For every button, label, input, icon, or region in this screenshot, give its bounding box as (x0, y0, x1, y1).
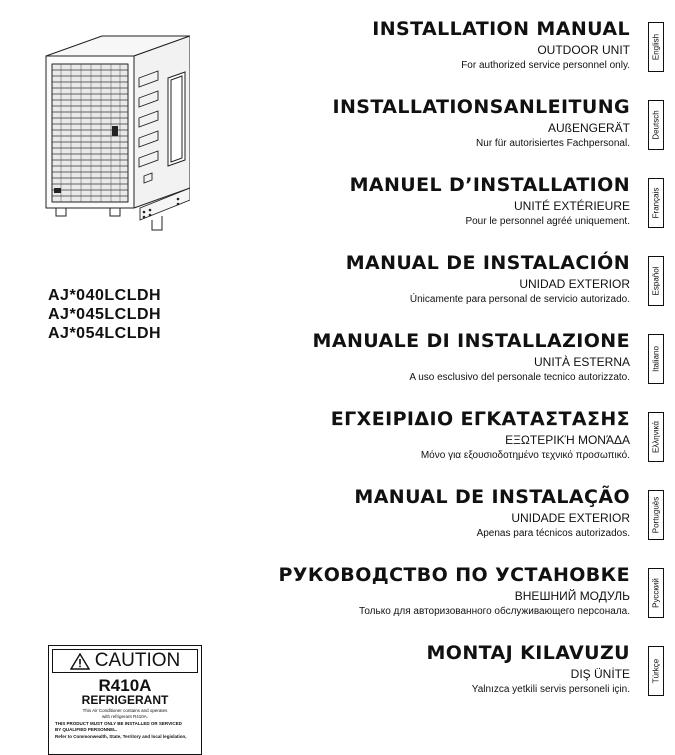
manual-subtitle: AUßENGERÄT (547, 121, 630, 135)
language-tab-russian[interactable] (648, 568, 664, 618)
language-tab-espanol[interactable] (648, 256, 664, 306)
caution-text: with refrigerant R410A. (101, 713, 149, 719)
manual-note: Nur für autorisiertes Fachpersonal. (476, 138, 630, 149)
warning-triangle-icon (70, 653, 90, 670)
section-portugues (170, 486, 630, 541)
manual-subtitle: UNITÀ ESTERNA (533, 355, 630, 369)
manual-note: Μόνο για εξουσιοδοτημένο τεχνικό προσωπικό. (420, 450, 630, 461)
caution-text: This Air Conditioner contains and operates (82, 708, 168, 713)
manual-note: Yalnızca yetkili servis personeli için. (471, 684, 630, 695)
refrigerant-code: R410A (98, 676, 152, 695)
model-number: AJ*045LCLDH (48, 306, 162, 323)
language-tab-turkce[interactable] (648, 646, 664, 696)
tab-label: Italiano (651, 346, 661, 372)
manual-title: MANUEL D’INSTALLATION (349, 174, 630, 196)
manual-note: Pour le personnel agréé uniquement. (465, 216, 630, 227)
section-turkce (170, 642, 630, 697)
model-list (48, 286, 161, 343)
manual-title: MANUAL DE INSTALACIÓN (345, 252, 630, 274)
tab-label: Türkçe (651, 658, 661, 684)
section-francais (170, 174, 630, 229)
caution-title: CAUTION (94, 650, 181, 671)
manual-title: MANUAL DE INSTALAÇÃO (354, 486, 630, 508)
caution-text: THIS PRODUCT MUST ONLY BE INSTALLED OR SERVICED (55, 721, 182, 726)
manual-subtitle: UNIDADE EXTERIOR (511, 511, 630, 525)
manual-title: MONTAJ KILAVUZU (426, 642, 630, 664)
section-deutsch (170, 96, 630, 151)
manual-note: Apenas para técnicos autorizados. (476, 528, 630, 539)
manual-subtitle: UNITÉ EXTÉRIEURE (513, 199, 630, 213)
manual-title: MANUALE DI INSTALLAZIONE (312, 330, 630, 352)
language-tab-portugues[interactable] (648, 490, 664, 540)
manual-note: Только для авторизованного обслуживающего персонала. (359, 606, 630, 617)
section-italiano (170, 330, 630, 385)
tab-label: Español (651, 266, 661, 296)
caution-label (48, 645, 202, 755)
tab-label: English (651, 33, 661, 61)
manual-title: РУКОВОДСТВО ПО УСТАНОВКЕ (278, 564, 630, 586)
refrigerant-label: REFRIGERANT (81, 693, 169, 707)
language-tab-english[interactable] (648, 22, 664, 72)
tab-label: Deutsch (651, 110, 661, 140)
manual-title: ΕΓΧΕΙΡΙΔΙΟ ΕΓΚΑΤΑΣΤΑΣΗΣ (330, 408, 630, 430)
caution-text: Refer to Commonwealth, State, Territory and local legislation, (55, 734, 187, 739)
section-espanol (170, 252, 630, 307)
manual-note: For authorized service personnel only. (461, 60, 630, 71)
manual-subtitle: DIŞ ÜNİTE (570, 667, 630, 681)
tab-label: Русский (651, 578, 661, 608)
language-tab-deutsch[interactable] (648, 100, 664, 150)
manual-note: Únicamente para personal de servicio autorizado. (409, 294, 630, 305)
manual-subtitle: UNIDAD EXTERIOR (519, 277, 630, 291)
model-number: AJ*054LCLDH (48, 325, 162, 342)
outdoor-unit-illustration (40, 30, 190, 240)
language-tab-greek[interactable] (648, 412, 664, 462)
caution-header (52, 649, 198, 673)
manual-note: A uso esclusivo del personale tecnico autorizzato. (409, 372, 630, 383)
model-number: AJ*040LCLDH (48, 287, 162, 304)
manual-subtitle: OUTDOOR UNIT (537, 43, 630, 57)
tab-label: Français (651, 187, 661, 219)
tab-label: Ελληνικά (651, 420, 661, 454)
manual-subtitle: ΕΞΩΤΕΡΙΚΉ ΜΟΝΆΔΑ (505, 433, 630, 447)
language-tab-italiano[interactable] (648, 334, 664, 384)
manual-subtitle: ВНЕШНИЙ МОДУЛЬ (514, 589, 630, 603)
language-tab-francais[interactable] (648, 178, 664, 228)
section-russian (170, 564, 630, 619)
caution-text: BY QUALIFIED PERSONNEL. (55, 726, 118, 732)
tab-label: Português (651, 496, 661, 534)
section-english (170, 18, 630, 73)
section-greek (170, 408, 630, 463)
manual-title: INSTALLATIONSANLEITUNG (332, 96, 630, 118)
manual-title: INSTALLATION MANUAL (372, 18, 630, 40)
